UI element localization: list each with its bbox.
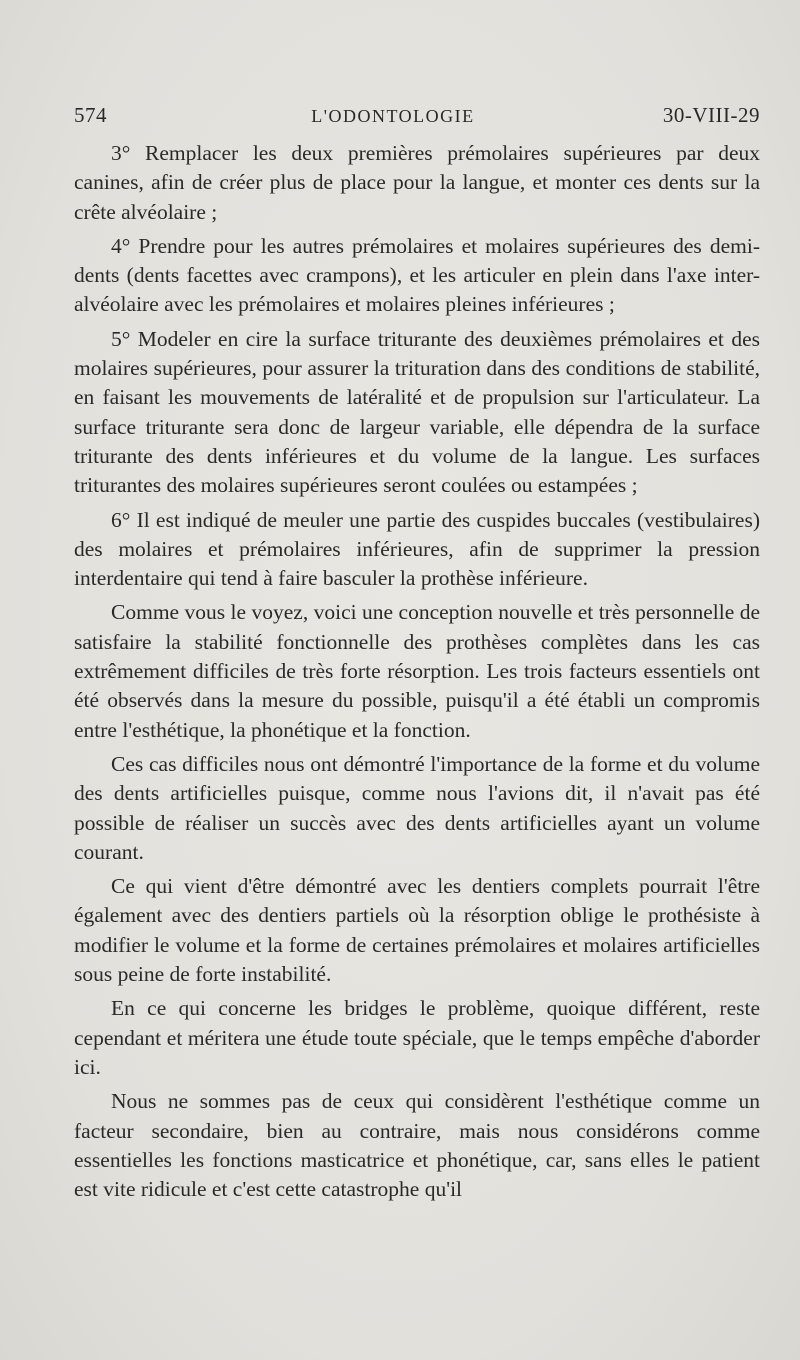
paragraph-item-5: 5° Modeler en cire la surface triturante des deuxièmes prémolaires et des molaires supérieures, pour assurer la trituration dans des conditions de stabilité, en faisant les mouvements de latéralité et de propulsion sur l'articulateur. La surface triturante sera donc de largeur variable, elle dépendra de la surface triturante des dents inférieures et du volume de la langue. Les surfaces triturantes des molaires supérieures seront coulées ou estampées ; xyxy=(74,326,760,498)
paragraph-bridges: En ce qui concerne les bridges le problème, quoique différent, reste cependant et méritera une étude toute spéciale, que le temps empêche d'aborder ici. xyxy=(74,996,760,1079)
paragraph-conception: Comme vous le voyez, voici une conception nouvelle et très personnelle de satisfaire la stabilité fonctionnelle des prothèses complètes dans les cas extrêmement difficiles de très forte résorption. Les trois facteurs essentiels ont été observés dans la mesure du possible, puisqu'il a été établi un compromis entre l'esthétique, la phonétique et la fonction. xyxy=(74,600,760,742)
journal-title: L'ODONTOLOGIE xyxy=(311,106,475,126)
paragraph-item-3: 3° Remplacer les deux premières prémolaires supérieures par deux canines, afin de créer plus de place pour la langue, et monter ces dents sur la crête alvéolaire ; xyxy=(74,141,760,224)
page-number: 574 xyxy=(74,103,107,127)
body-text xyxy=(74,139,760,1204)
paragraph-aesthetics: Nous ne sommes pas de ceux qui considèrent l'esthétique comme un facteur secondaire, bien au contraire, mais nous considérons comme essentielles les fonctions masticatrice et phonétique, car, sans elles le patient est vite ridicule et c'est cette catastrophe qu'il xyxy=(74,1089,760,1202)
issue-date: 30-VIII-29 xyxy=(662,103,760,127)
running-header xyxy=(74,103,760,139)
paragraph-item-6: 6° Il est indiqué de meuler une partie des cuspides buccales (vestibulaires) des molaires et prémolaires inférieures, afin de supprimer la pression interdentaire qui tend à faire basculer la prothèse inférieure. xyxy=(74,507,760,591)
paragraph-item-4: 4° Prendre pour les autres prémolaires et molaires supérieures des demi-dents (dents facettes avec crampons), et les articuler en plein dans l'axe inter-alvéolaire avec les prémolaires et molaires pleines inférieures ; xyxy=(74,233,760,317)
paragraph-partial-dentures: Ce qui vient d'être démontré avec les dentiers complets pourrait l'être également avec des dentiers partiels où la résorption oblige le prothésiste à modifier le volume et la forme de certaines prémolaires et molaires artificielles sous peine de forte instabilité. xyxy=(74,874,760,987)
paragraph-difficult-cases: Ces cas difficiles nous ont démontré l'importance de la forme et du volume des dents artificielles puisque, comme nous l'avions dit, il n'avait pas été possible de réaliser un succès avec des dents artificielles ayant un volume courant. xyxy=(74,751,760,864)
